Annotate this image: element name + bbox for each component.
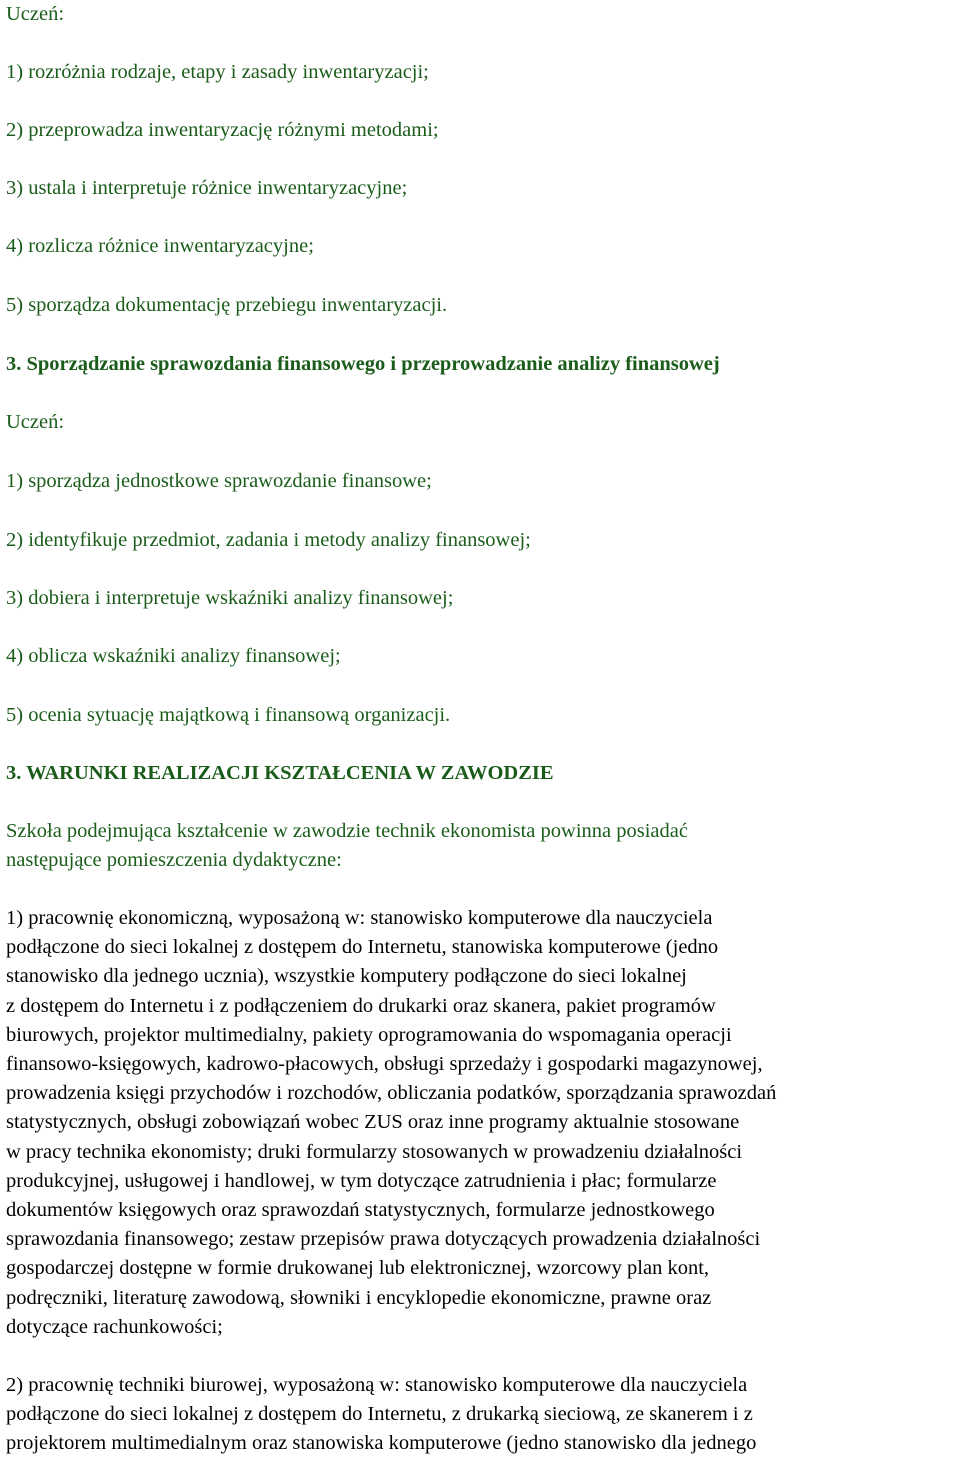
paragraph-line: w pracy technika ekonomisty; druki formularzy stosowanych w prowadzeniu działalności xyxy=(6,1140,743,1163)
paragraph-line: finansowo-księgowych, kadrowo-płacowych, obsługi sprzedaży i gospodarki magazynowej, xyxy=(6,1053,763,1076)
room1-paragraph xyxy=(6,904,958,1342)
list-item: 2) przeprowadza inwentaryzację różnymi metodami; xyxy=(6,119,439,141)
paragraph-line: biurowych, projektor multimedialny, pakiety oprogramowania do wspomagania operacji xyxy=(6,1023,732,1046)
paragraph-line: statystycznych, obsługi zobowiązań wobec ZUS oraz inne programy aktualnie stosowane xyxy=(6,1111,740,1134)
paragraph-line: prowadzenia księgi przychodów i rozchodów, obliczania podatków, sporządzania sprawozdań xyxy=(6,1082,777,1105)
room2-paragraph xyxy=(6,1371,958,1459)
paragraph-line: z dostępem do Internetu i z podłączeniem do drukarki oraz skanera, pakiet programów xyxy=(6,994,716,1017)
list-item: 3) dobiera i interpretuje wskaźniki analizy finansowej; xyxy=(6,587,454,609)
paragraph-line: 2) pracownię techniki biurowej, wyposażoną w: stanowisko komputerowe dla nauczyciela xyxy=(6,1374,748,1396)
list-item: 4) rozlicza różnice inwentaryzacyjne; xyxy=(6,235,314,257)
list-item: 2) identyfikuje przedmiot, zadania i metody analizy finansowej; xyxy=(6,529,531,551)
paragraph-line: podłączone do sieci lokalnej z dostępem do Internetu, stanowiska komputerowe (jedno xyxy=(6,936,719,959)
paragraph-line: dotyczące rachunkowości; xyxy=(6,1315,223,1338)
list-item: 1) sporządza jednostkowe sprawozdanie finansowe; xyxy=(6,470,432,492)
list-item: 4) oblicza wskaźniki analizy finansowej; xyxy=(6,645,341,667)
paragraph-line: gospodarczej dostępne w formie drukowanej lub elektronicznej, wzorcowy plan kont, xyxy=(6,1257,710,1280)
intro-paragraph xyxy=(6,817,958,875)
paragraph-line: następujące pomieszczenia dydaktyczne: xyxy=(6,849,342,872)
list-item: 1) rozróżnia rodzaje, etapy i zasady inwentaryzacji; xyxy=(6,61,429,83)
paragraph-line: podręczniki, literaturę zawodową, słowniki i encyklopedie ekonomiczne, prawne oraz xyxy=(6,1286,712,1309)
paragraph-line: produkcyjnej, usługowej i handlowej, w tym dotyczące zatrudnienia i płac; formularze xyxy=(6,1169,717,1192)
paragraph-line: Szkoła podejmująca kształcenie w zawodzie technik ekonomista powinna posiadać xyxy=(6,820,688,842)
paragraph-line: podłączone do sieci lokalnej z dostępem do Internetu, z drukarką sieciową, ze skanerem i z xyxy=(6,1403,753,1426)
paragraph-line: dokumentów księgowych oraz sprawozdań statystycznych, formularze jednostkowego xyxy=(6,1199,715,1222)
student-label: Uczeń: xyxy=(6,3,65,25)
list-item: 5) sporządza dokumentację przebiegu inwentaryzacji. xyxy=(6,294,448,316)
student-label: Uczeń: xyxy=(6,411,65,433)
paragraph-line: sprawozdania finansowego; zestaw przepisów prawa dotyczących prowadzenia działalności xyxy=(6,1228,761,1251)
paragraph-line: stanowisko dla jednego ucznia), wszystkie komputery podłączone do sieci lokalnej xyxy=(6,965,687,988)
paragraph-line: 1) pracownię ekonomiczną, wyposażoną w: stanowisko komputerowe dla nauczyciela xyxy=(6,907,713,929)
list-item: 3) ustala i interpretuje różnice inwentaryzacyjne; xyxy=(6,177,408,199)
conditions-heading: 3. WARUNKI REALIZACJI KSZTAŁCENIA W ZAWODZIE xyxy=(6,762,554,784)
section-heading: 3. Sporządzanie sprawozdania finansowego i przeprowadzanie analizy finansowej xyxy=(6,353,720,375)
paragraph-line: projektorem multimedialnym oraz stanowiska komputerowe (jedno stanowisko dla jednego xyxy=(6,1432,757,1455)
list-item: 5) ocenia sytuację majątkową i finansową organizacji. xyxy=(6,704,451,726)
